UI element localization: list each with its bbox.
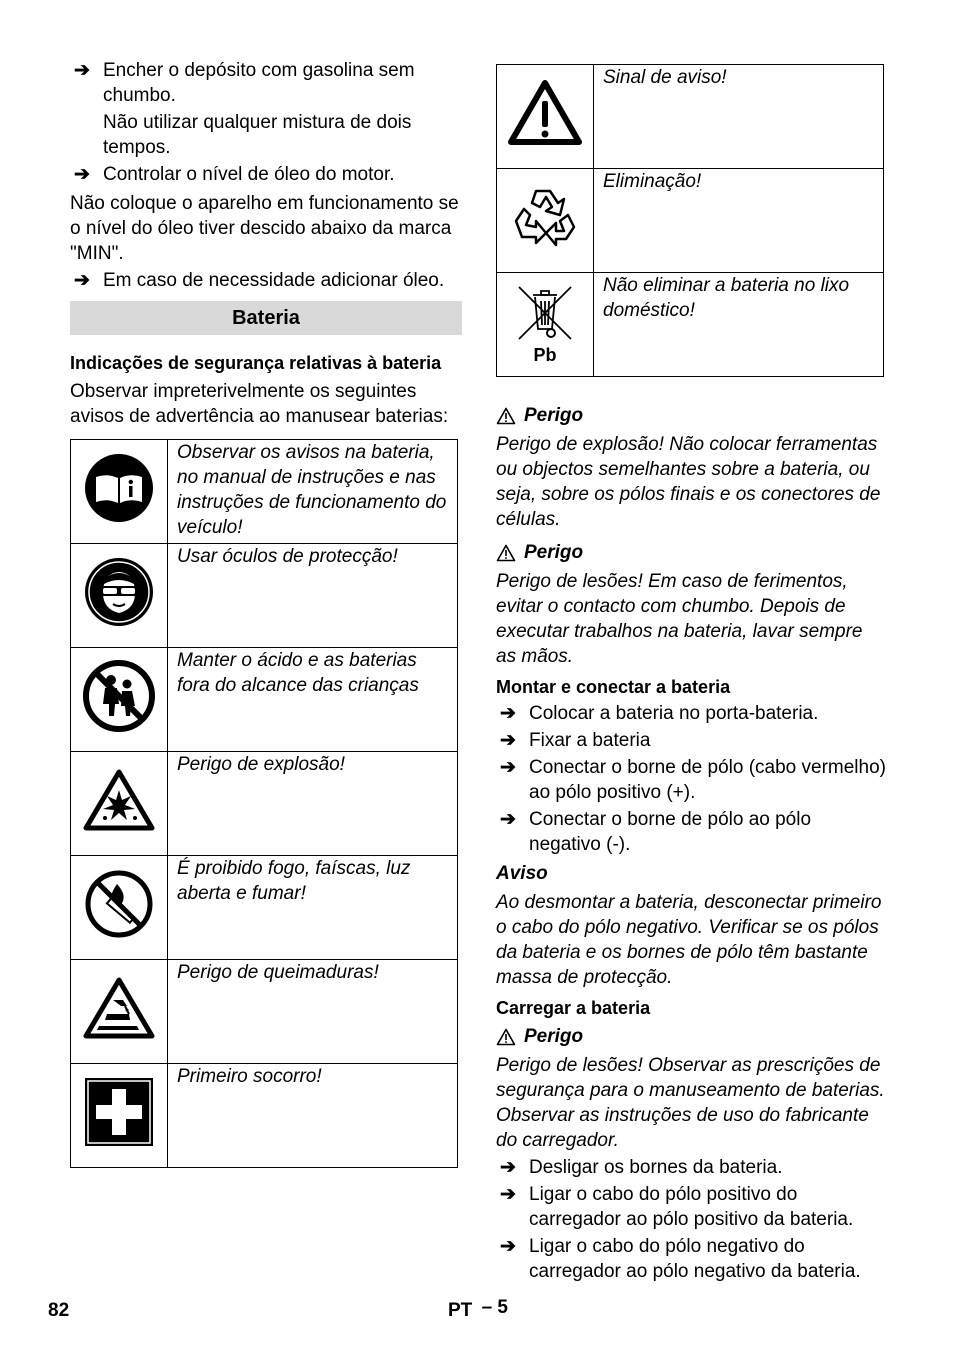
danger-heading xyxy=(496,540,886,565)
symbol-row xyxy=(71,544,458,648)
step-text: Colocar a bateria no porta-bateria. xyxy=(529,703,819,724)
danger-title: Perigo xyxy=(524,1026,584,1047)
symbol-row xyxy=(497,65,884,169)
symbol-row xyxy=(71,648,458,752)
arrow-icon: ➔ xyxy=(74,270,90,291)
step-text: Desligar os bornes da bateria. xyxy=(529,1157,783,1178)
symbol-text: Sinal de aviso! xyxy=(594,65,884,169)
symbol-cell xyxy=(497,273,594,377)
danger-title: Perigo xyxy=(524,405,584,426)
step-add-oil xyxy=(70,268,462,293)
danger-text: Perigo de lesões! Observar as prescrições de segurança para o manuseamento de baterias. Observar as instruções de uso do fabricante do carregador. xyxy=(496,1055,885,1151)
step-text: Ligar o cabo do pólo positivo do carregador ao pólo positivo da bateria. xyxy=(529,1184,854,1230)
danger-heading xyxy=(496,403,886,428)
step-text: Ligar o cabo do pólo negativo do carregador ao pólo negativo da bateria. xyxy=(529,1236,861,1282)
safety-symbols-table xyxy=(70,439,458,1168)
warning-triangle-icon xyxy=(496,544,516,562)
arrow-icon: ➔ xyxy=(500,809,516,830)
aviso-title: Aviso xyxy=(496,863,548,884)
symbol-text: Perigo de queimaduras! xyxy=(168,960,458,1064)
danger-heading xyxy=(496,1024,886,1049)
symbol-cell xyxy=(71,960,168,1064)
explosion-icon xyxy=(83,768,155,832)
symbol-text: Eliminação! xyxy=(594,169,884,273)
goggles-icon xyxy=(84,557,154,627)
manual-icon xyxy=(84,453,154,523)
charge-step xyxy=(496,1234,886,1284)
arrow-icon: ➔ xyxy=(500,757,516,778)
symbol-cell xyxy=(71,1064,168,1168)
symbol-row xyxy=(71,1064,458,1168)
symbol-row xyxy=(71,856,458,960)
danger-text: Perigo de lesões! Em caso de ferimentos, evitar o contacto com chumbo. Depois de executar trabalhos na bateria, lavar sempre as mãos. xyxy=(496,571,863,667)
mount-step xyxy=(496,728,886,753)
symbol-text: Manter o ácido e as baterias fora do alcance das crianças xyxy=(168,648,458,752)
crossed-bin-icon xyxy=(513,285,577,341)
symbol-text: Primeiro socorro! xyxy=(168,1064,458,1168)
symbol-cell xyxy=(71,752,168,856)
symbol-cell xyxy=(71,544,168,648)
page-number: 82 xyxy=(48,1300,70,1321)
step-text: Em caso de necessidade adicionar óleo. xyxy=(103,270,445,291)
symbol-row xyxy=(497,273,884,377)
safety-intro: Observar impreterivelmente os seguintes avisos de advertência ao manusear baterias: xyxy=(70,381,449,427)
mount-step xyxy=(496,807,886,857)
arrow-icon: ➔ xyxy=(74,60,90,81)
symbol-row xyxy=(497,169,884,273)
left-column xyxy=(70,58,462,1168)
step-check-oil xyxy=(70,162,462,187)
oil-paragraph: Não coloque o aparelho em funcionamento se o nível do óleo tiver descido abaixo da marca "MIN". xyxy=(70,193,459,264)
symbol-cell xyxy=(71,440,168,544)
lead-label: Pb xyxy=(533,345,557,365)
symbol-text: Não eliminar a bateria no lixo doméstico! xyxy=(594,273,884,377)
symbol-text: É proibido fogo, faíscas, luz aberta e fumar! xyxy=(168,856,458,960)
charge-step xyxy=(496,1155,886,1180)
section-banner-bateria: Bateria xyxy=(70,301,462,335)
warning-sign-icon xyxy=(507,79,583,147)
footer-lang xyxy=(448,1298,508,1323)
disposal-symbols-table xyxy=(496,64,884,377)
step-text: Encher o depósito com gasolina sem chumbo. xyxy=(103,60,415,106)
symbol-text: Observar os avisos na bateria, no manual de instruções e nas instruções de funcionamento do veículo! xyxy=(168,440,458,544)
step-text: Conectar o borne de pólo ao pólo negativo (-). xyxy=(529,809,812,855)
right-column xyxy=(496,64,886,1284)
charge-heading: Carregar a bateria xyxy=(496,998,651,1018)
warning-triangle-icon xyxy=(496,407,516,425)
arrow-icon: ➔ xyxy=(500,703,516,724)
symbol-text: Usar óculos de protecção! xyxy=(168,544,458,648)
symbol-text: Perigo de explosão! xyxy=(168,752,458,856)
step-text: Fixar a bateria xyxy=(529,730,651,751)
symbol-row xyxy=(71,960,458,1064)
step-fill-tank xyxy=(70,58,462,108)
no-fire-icon xyxy=(84,869,154,939)
section-number: – 5 xyxy=(481,1297,508,1318)
charge-step xyxy=(496,1182,886,1232)
aviso-text: Ao desmontar a bateria, desconectar primeiro o cabo do pólo negativo. Verificar se os pólos da bateria e os bornes de pólo têm bastante massa de protecção. xyxy=(496,892,882,988)
safety-subheading: Indicações de segurança relativas à bateria xyxy=(70,353,442,373)
first-aid-icon xyxy=(84,1077,154,1147)
symbol-cell xyxy=(71,648,168,752)
mount-step xyxy=(496,755,886,805)
symbol-row xyxy=(71,752,458,856)
arrow-icon: ➔ xyxy=(500,730,516,751)
recycle-icon xyxy=(508,183,582,251)
warning-triangle-icon xyxy=(496,1028,516,1046)
arrow-icon: ➔ xyxy=(500,1236,516,1257)
danger-title: Perigo xyxy=(524,542,584,563)
symbol-cell xyxy=(497,169,594,273)
corrosive-icon xyxy=(83,976,155,1040)
arrow-icon: ➔ xyxy=(74,164,90,185)
mount-step xyxy=(496,701,886,726)
symbol-cell xyxy=(497,65,594,169)
symbol-cell xyxy=(71,856,168,960)
mount-heading: Montar e conectar a bateria xyxy=(496,677,731,697)
symbol-row xyxy=(71,440,458,544)
step-note: Não utilizar qualquer mistura de dois tempos. xyxy=(103,112,412,158)
arrow-icon: ➔ xyxy=(500,1184,516,1205)
arrow-icon: ➔ xyxy=(500,1157,516,1178)
step-text: Conectar o borne de pólo (cabo vermelho) ao pólo positivo (+). xyxy=(529,757,886,803)
step-text: Controlar o nível de óleo do motor. xyxy=(103,164,395,185)
keep-children-away-icon xyxy=(81,658,157,734)
danger-text: Perigo de explosão! Não colocar ferramentas ou objectos semelhantes sobre a bateria, ou seja, sobre os pólos finais e os conectores de células. xyxy=(496,434,881,530)
lang-code: PT xyxy=(448,1300,473,1321)
